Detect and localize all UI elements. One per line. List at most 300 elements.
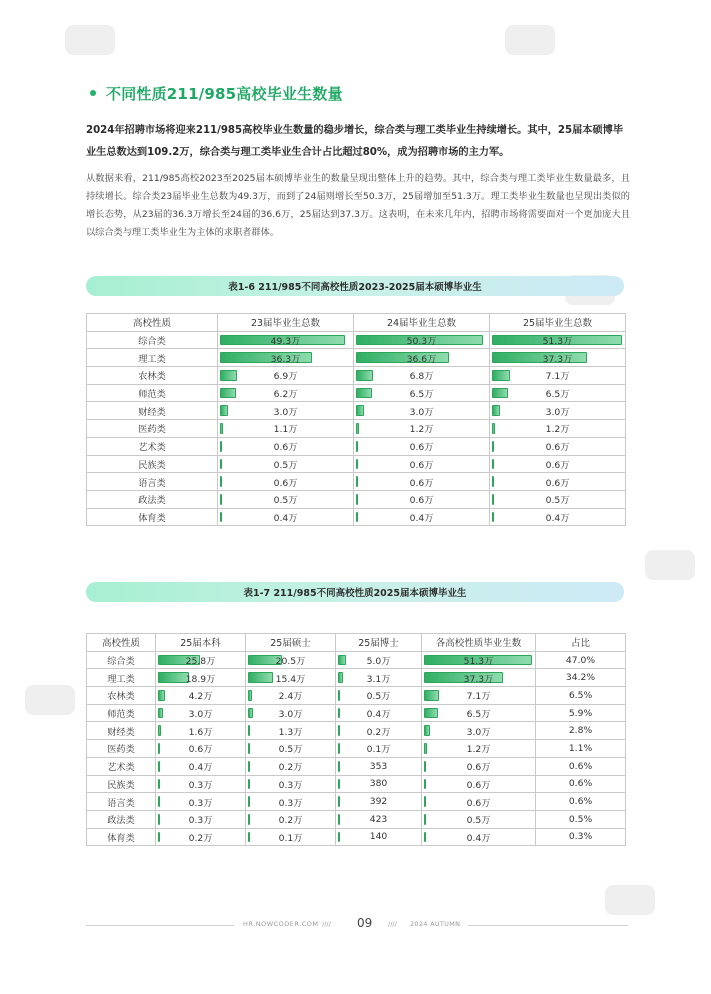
cell-value: 6.5万 [409, 389, 434, 401]
watermark-logo-icon [640, 545, 700, 585]
cell-value: 2.8% [568, 725, 593, 737]
cell-value: 423 [369, 813, 388, 825]
table-row [87, 722, 626, 740]
cell-value: 0.6万 [466, 762, 491, 774]
cell-value: 3.0万 [188, 709, 213, 721]
cell-value: 36.6万 [406, 353, 437, 365]
value-bar [248, 814, 250, 825]
table-cell [156, 704, 246, 722]
cell-value: 1.2万 [466, 744, 491, 756]
table-cell [422, 757, 536, 775]
table-cell [246, 828, 336, 846]
table-row [87, 740, 626, 758]
cell-value: 0.6% [568, 778, 593, 790]
cell-value: 0.6万 [409, 442, 434, 454]
cell-value: 0.6万 [409, 477, 434, 489]
cell-value: 6.5% [568, 689, 593, 701]
value-bar [248, 690, 252, 701]
table-cell [536, 828, 626, 846]
table1-header-cell: 高校性质 [87, 314, 218, 332]
table-row [87, 810, 626, 828]
cell-value: 15.4万 [275, 673, 306, 685]
table-cell [87, 490, 218, 508]
value-bar [492, 423, 495, 434]
cell-value: 0.3万 [278, 779, 303, 791]
bullet-dot-icon [90, 90, 96, 96]
table-cell [156, 722, 246, 740]
table-cell [218, 455, 354, 473]
table2 [86, 633, 626, 846]
table-cell [246, 810, 336, 828]
table-cell [156, 793, 246, 811]
cell-value: 0.6% [568, 760, 593, 772]
cell-value: 0.3万 [278, 797, 303, 809]
value-bar [220, 423, 223, 434]
cell-value: 0.3万 [188, 815, 213, 827]
table-cell [422, 740, 536, 758]
value-bar [356, 441, 358, 452]
cell-value: 财经类 [138, 406, 166, 418]
table-cell [218, 384, 354, 402]
table-cell [87, 740, 156, 758]
table-cell [536, 757, 626, 775]
cell-value: 353 [369, 760, 388, 772]
cell-value: 37.3万 [463, 673, 494, 685]
cell-value: 0.5万 [278, 744, 303, 756]
table-row [87, 420, 626, 438]
value-bar [220, 441, 222, 452]
cell-value: 7.1万 [466, 691, 491, 703]
table-row [87, 793, 626, 811]
table-cell [354, 402, 490, 420]
cell-value: 5.9% [568, 707, 593, 719]
cell-value: 理工类 [107, 673, 135, 685]
cell-value: 师范类 [107, 709, 135, 721]
cell-value: 3.0万 [409, 406, 434, 418]
cell-value: 综合类 [138, 336, 166, 348]
table-cell [87, 437, 218, 455]
cell-value: 医药类 [107, 744, 135, 756]
cell-value: 0.3万 [188, 779, 213, 791]
table-cell [490, 437, 626, 455]
value-bar [220, 388, 236, 399]
value-bar [492, 441, 494, 452]
value-bar [424, 743, 427, 754]
cell-value: 18.9万 [185, 673, 216, 685]
table-cell [156, 828, 246, 846]
cell-value: 3.0万 [545, 406, 570, 418]
table2-header-cell: 高校性质 [87, 634, 156, 652]
table-cell [156, 810, 246, 828]
table-cell [422, 651, 536, 669]
cell-value: 0.6万 [409, 495, 434, 507]
value-bar [158, 672, 189, 683]
cell-value: 理工类 [138, 353, 166, 365]
table-cell [336, 651, 422, 669]
watermark-logo-icon [600, 880, 660, 920]
value-bar [492, 494, 494, 505]
cell-value: 0.5万 [273, 495, 298, 507]
table-cell [536, 810, 626, 828]
table2-header-cell: 25届博士 [336, 634, 422, 652]
cell-value: 0.5万 [545, 495, 570, 507]
table-cell [354, 490, 490, 508]
value-bar [338, 672, 343, 683]
cell-value: 0.6万 [545, 442, 570, 454]
value-bar [492, 512, 494, 523]
cell-value: 0.2万 [188, 832, 213, 844]
value-bar [338, 814, 340, 825]
table-cell [354, 367, 490, 385]
value-bar [356, 388, 372, 399]
lead-paragraph: 2024年招聘市场将迎来211/985高校毕业生数量的稳步增长，综合类与理工类毕业生持续增长。其中，25届本硕博毕业生总数达到109.2万，综合类与理工类毕业生合计占比超过80%，成为招聘市场的主力军。 [86, 125, 624, 158]
table-row [87, 367, 626, 385]
table1-header-row [87, 314, 626, 332]
value-bar [356, 512, 358, 523]
table-cell [354, 437, 490, 455]
value-bar [424, 779, 426, 790]
value-bar [492, 352, 587, 363]
table-cell [218, 508, 354, 526]
table-row [87, 437, 626, 455]
table2-header-row [87, 634, 626, 652]
cell-value: 49.3万 [270, 336, 301, 348]
table-cell [354, 473, 490, 491]
cell-value: 380 [369, 778, 388, 790]
value-bar [248, 832, 250, 843]
table-row [87, 508, 626, 526]
cell-value: 医药类 [138, 424, 166, 436]
table2-header-cell: 各高校性质毕业生数 [422, 634, 536, 652]
cell-value: 师范类 [138, 389, 166, 401]
cell-value: 体育类 [138, 512, 166, 524]
watermark-logo-icon [60, 20, 120, 60]
table-cell [536, 669, 626, 687]
table-cell [87, 455, 218, 473]
table-row [87, 349, 626, 367]
cell-value: 140 [369, 831, 388, 843]
value-bar [356, 405, 364, 416]
table-cell [87, 757, 156, 775]
cell-value: 1.1万 [273, 424, 298, 436]
table-cell [490, 455, 626, 473]
value-bar [220, 476, 222, 487]
value-bar [220, 459, 222, 470]
value-bar [220, 405, 228, 416]
watermark-logo-icon [500, 20, 560, 60]
table-cell [490, 490, 626, 508]
table-cell [156, 687, 246, 705]
cell-value: 0.4万 [273, 512, 298, 524]
value-bar [158, 690, 165, 701]
footer-divider [468, 925, 628, 926]
table-cell [218, 331, 354, 349]
table-cell [218, 473, 354, 491]
table-cell [156, 757, 246, 775]
table-cell [422, 810, 536, 828]
table-cell [490, 384, 626, 402]
table-cell [354, 420, 490, 438]
table-cell [490, 473, 626, 491]
table-row [87, 651, 626, 669]
table-cell [536, 722, 626, 740]
value-bar [338, 690, 340, 701]
table-cell [87, 669, 156, 687]
table-cell [536, 793, 626, 811]
value-bar [338, 725, 340, 736]
table-row [87, 384, 626, 402]
cell-value: 51.3万 [463, 656, 494, 668]
table-cell [87, 651, 156, 669]
table-cell [87, 420, 218, 438]
table-cell [490, 331, 626, 349]
table1-header-cell: 24届毕业生总数 [354, 314, 490, 332]
table-cell [218, 490, 354, 508]
body-paragraph: 从数据来看，211/985高校2023至2025届本硕博毕业生的数量呈现出整体上升的趋势。其中，综合类与理工类毕业生数量最多，且持续增长。综合类23届毕业生总数为49.3万，而到了24届则增长至50.3万，25届增加至51.3万。理工类毕业生数量也呈现出类似的增长态势，从23届的36.3万增长至24届的36.6万，25届达到37.3万。这表明，在未来几年内，招聘市场将需要面对一个更加庞大且以综合类与理工类毕业生为主体的求职者群体。 [86, 173, 630, 238]
table-cell [354, 384, 490, 402]
table-cell [156, 669, 246, 687]
table-cell [336, 669, 422, 687]
table-cell [218, 367, 354, 385]
cell-value: 6.8万 [409, 371, 434, 383]
value-bar [338, 743, 340, 754]
table-cell [536, 651, 626, 669]
cell-value: 1.2万 [409, 424, 434, 436]
cell-value: 7.1万 [545, 371, 570, 383]
cell-value: 0.1万 [366, 744, 391, 756]
footer-separator: //// [388, 920, 397, 928]
cell-value: 0.6万 [188, 744, 213, 756]
table-row [87, 775, 626, 793]
cell-value: 25.8万 [185, 656, 216, 668]
value-bar [158, 761, 160, 772]
value-bar [356, 494, 358, 505]
value-bar [220, 494, 222, 505]
cell-value: 20.5万 [275, 656, 306, 668]
table2-header-cell: 25届本科 [156, 634, 246, 652]
value-bar [338, 655, 346, 666]
value-bar [338, 761, 340, 772]
table-cell [336, 740, 422, 758]
table1-caption: 表1-6 211/985不同高校性质2023-2025届本硕博毕业生 [86, 276, 624, 296]
cell-value: 51.3万 [542, 336, 573, 348]
table-cell [218, 420, 354, 438]
cell-value: 3.1万 [366, 673, 391, 685]
table-cell [536, 740, 626, 758]
cell-value: 6.5万 [545, 389, 570, 401]
table-cell [246, 651, 336, 669]
cell-value: 0.5% [568, 813, 593, 825]
value-bar [220, 512, 222, 523]
footer-divider [86, 925, 234, 926]
cell-value: 0.6% [568, 796, 593, 808]
table-cell [490, 367, 626, 385]
table-cell [422, 793, 536, 811]
table2-header-cell: 占比 [536, 634, 626, 652]
table-cell [87, 349, 218, 367]
cell-value: 0.6万 [545, 459, 570, 471]
cell-value: 6.9万 [273, 371, 298, 383]
table-cell [87, 402, 218, 420]
table-cell [336, 722, 422, 740]
table-row [87, 704, 626, 722]
table-cell [87, 722, 156, 740]
cell-value: 6.5万 [466, 709, 491, 721]
table-cell [246, 687, 336, 705]
cell-value: 37.3万 [542, 353, 573, 365]
table-cell [246, 740, 336, 758]
cell-value: 0.4万 [545, 512, 570, 524]
table-cell [422, 669, 536, 687]
cell-value: 34.2% [565, 672, 596, 684]
table-cell [218, 349, 354, 367]
value-bar [338, 779, 340, 790]
value-bar [356, 459, 358, 470]
table-cell [422, 828, 536, 846]
table-cell [246, 757, 336, 775]
cell-value: 0.2万 [278, 815, 303, 827]
footer-separator: //// [322, 920, 331, 928]
table-cell [246, 775, 336, 793]
table-cell [156, 651, 246, 669]
cell-value: 农林类 [107, 691, 135, 703]
table-cell [336, 757, 422, 775]
table-cell [87, 775, 156, 793]
value-bar [158, 779, 160, 790]
table-row [87, 687, 626, 705]
cell-value: 0.1万 [278, 832, 303, 844]
cell-value: 民族类 [107, 779, 135, 791]
table2-caption: 表1-7 211/985不同高校性质2025届本硕博毕业生 [86, 582, 624, 602]
table-cell [87, 384, 218, 402]
value-bar [424, 761, 426, 772]
value-bar [424, 796, 426, 807]
table2-header-cell: 25届硕士 [246, 634, 336, 652]
table-cell [87, 793, 156, 811]
value-bar [220, 370, 237, 381]
table-row [87, 455, 626, 473]
cell-value: 农林类 [138, 371, 166, 383]
cell-value: 50.3万 [406, 336, 437, 348]
value-bar [158, 796, 160, 807]
value-bar [424, 708, 438, 719]
footer-site: HR.NOWCODER.COM [243, 920, 319, 928]
value-bar [158, 832, 160, 843]
table-cell [422, 687, 536, 705]
table-cell [336, 704, 422, 722]
table-cell [87, 687, 156, 705]
cell-value: 5.0万 [366, 656, 391, 668]
section-title: 不同性质211/985高校毕业生数量 [106, 84, 343, 103]
cell-value: 0.6万 [409, 459, 434, 471]
cell-value: 0.2万 [278, 762, 303, 774]
cell-value: 6.2万 [273, 389, 298, 401]
page-number: 09 [357, 916, 373, 930]
table-row [87, 402, 626, 420]
value-bar [158, 708, 163, 719]
value-bar [248, 708, 253, 719]
cell-value: 47.0% [565, 654, 596, 666]
table-cell [246, 669, 336, 687]
value-bar [338, 796, 340, 807]
value-bar [492, 388, 508, 399]
footer-season: 2024 AUTUMN [410, 920, 461, 928]
table-cell [218, 437, 354, 455]
cell-value: 2.4万 [278, 691, 303, 703]
table-cell [422, 722, 536, 740]
value-bar [338, 832, 340, 843]
value-bar [492, 370, 510, 381]
cell-value: 民族类 [138, 459, 166, 471]
value-bar [356, 370, 373, 381]
value-bar [248, 725, 250, 736]
table-cell [422, 775, 536, 793]
value-bar [492, 459, 494, 470]
table-cell [87, 704, 156, 722]
value-bar [158, 725, 161, 736]
cell-value: 0.6万 [545, 477, 570, 489]
table-cell [354, 508, 490, 526]
cell-value: 0.4万 [366, 709, 391, 721]
value-bar [158, 743, 160, 754]
table1-header-cell: 25届毕业生总数 [490, 314, 626, 332]
cell-value: 语言类 [138, 477, 166, 489]
table-cell [87, 828, 156, 846]
value-bar [338, 708, 340, 719]
value-bar [248, 796, 250, 807]
cell-value: 3.0万 [278, 709, 303, 721]
cell-value: 3.0万 [273, 406, 298, 418]
section-heading [90, 82, 343, 104]
table-cell [536, 775, 626, 793]
table-cell [87, 473, 218, 491]
table-cell [156, 740, 246, 758]
table-cell [87, 810, 156, 828]
value-bar [424, 832, 426, 843]
cell-value: 0.4万 [466, 832, 491, 844]
table1 [86, 313, 626, 526]
table-cell [336, 810, 422, 828]
cell-value: 1.2万 [545, 424, 570, 436]
table-row [87, 757, 626, 775]
table-cell [536, 704, 626, 722]
table-cell [354, 331, 490, 349]
cell-value: 1.6万 [188, 726, 213, 738]
cell-value: 36.3万 [270, 353, 301, 365]
value-bar [492, 476, 494, 487]
cell-value: 政法类 [138, 495, 166, 507]
value-bar [248, 779, 250, 790]
table-cell [490, 420, 626, 438]
cell-value: 艺术类 [107, 762, 135, 774]
value-bar [248, 761, 250, 772]
value-bar [424, 690, 439, 701]
table-cell [354, 455, 490, 473]
cell-value: 0.6万 [466, 779, 491, 791]
table-cell [218, 402, 354, 420]
value-bar [356, 423, 359, 434]
table-cell [87, 331, 218, 349]
table-cell [336, 775, 422, 793]
table-row [87, 331, 626, 349]
table-cell [246, 704, 336, 722]
table-row [87, 828, 626, 846]
table-cell [336, 687, 422, 705]
table-cell [246, 722, 336, 740]
table-cell [490, 402, 626, 420]
table-cell [536, 687, 626, 705]
cell-value: 综合类 [107, 656, 135, 668]
